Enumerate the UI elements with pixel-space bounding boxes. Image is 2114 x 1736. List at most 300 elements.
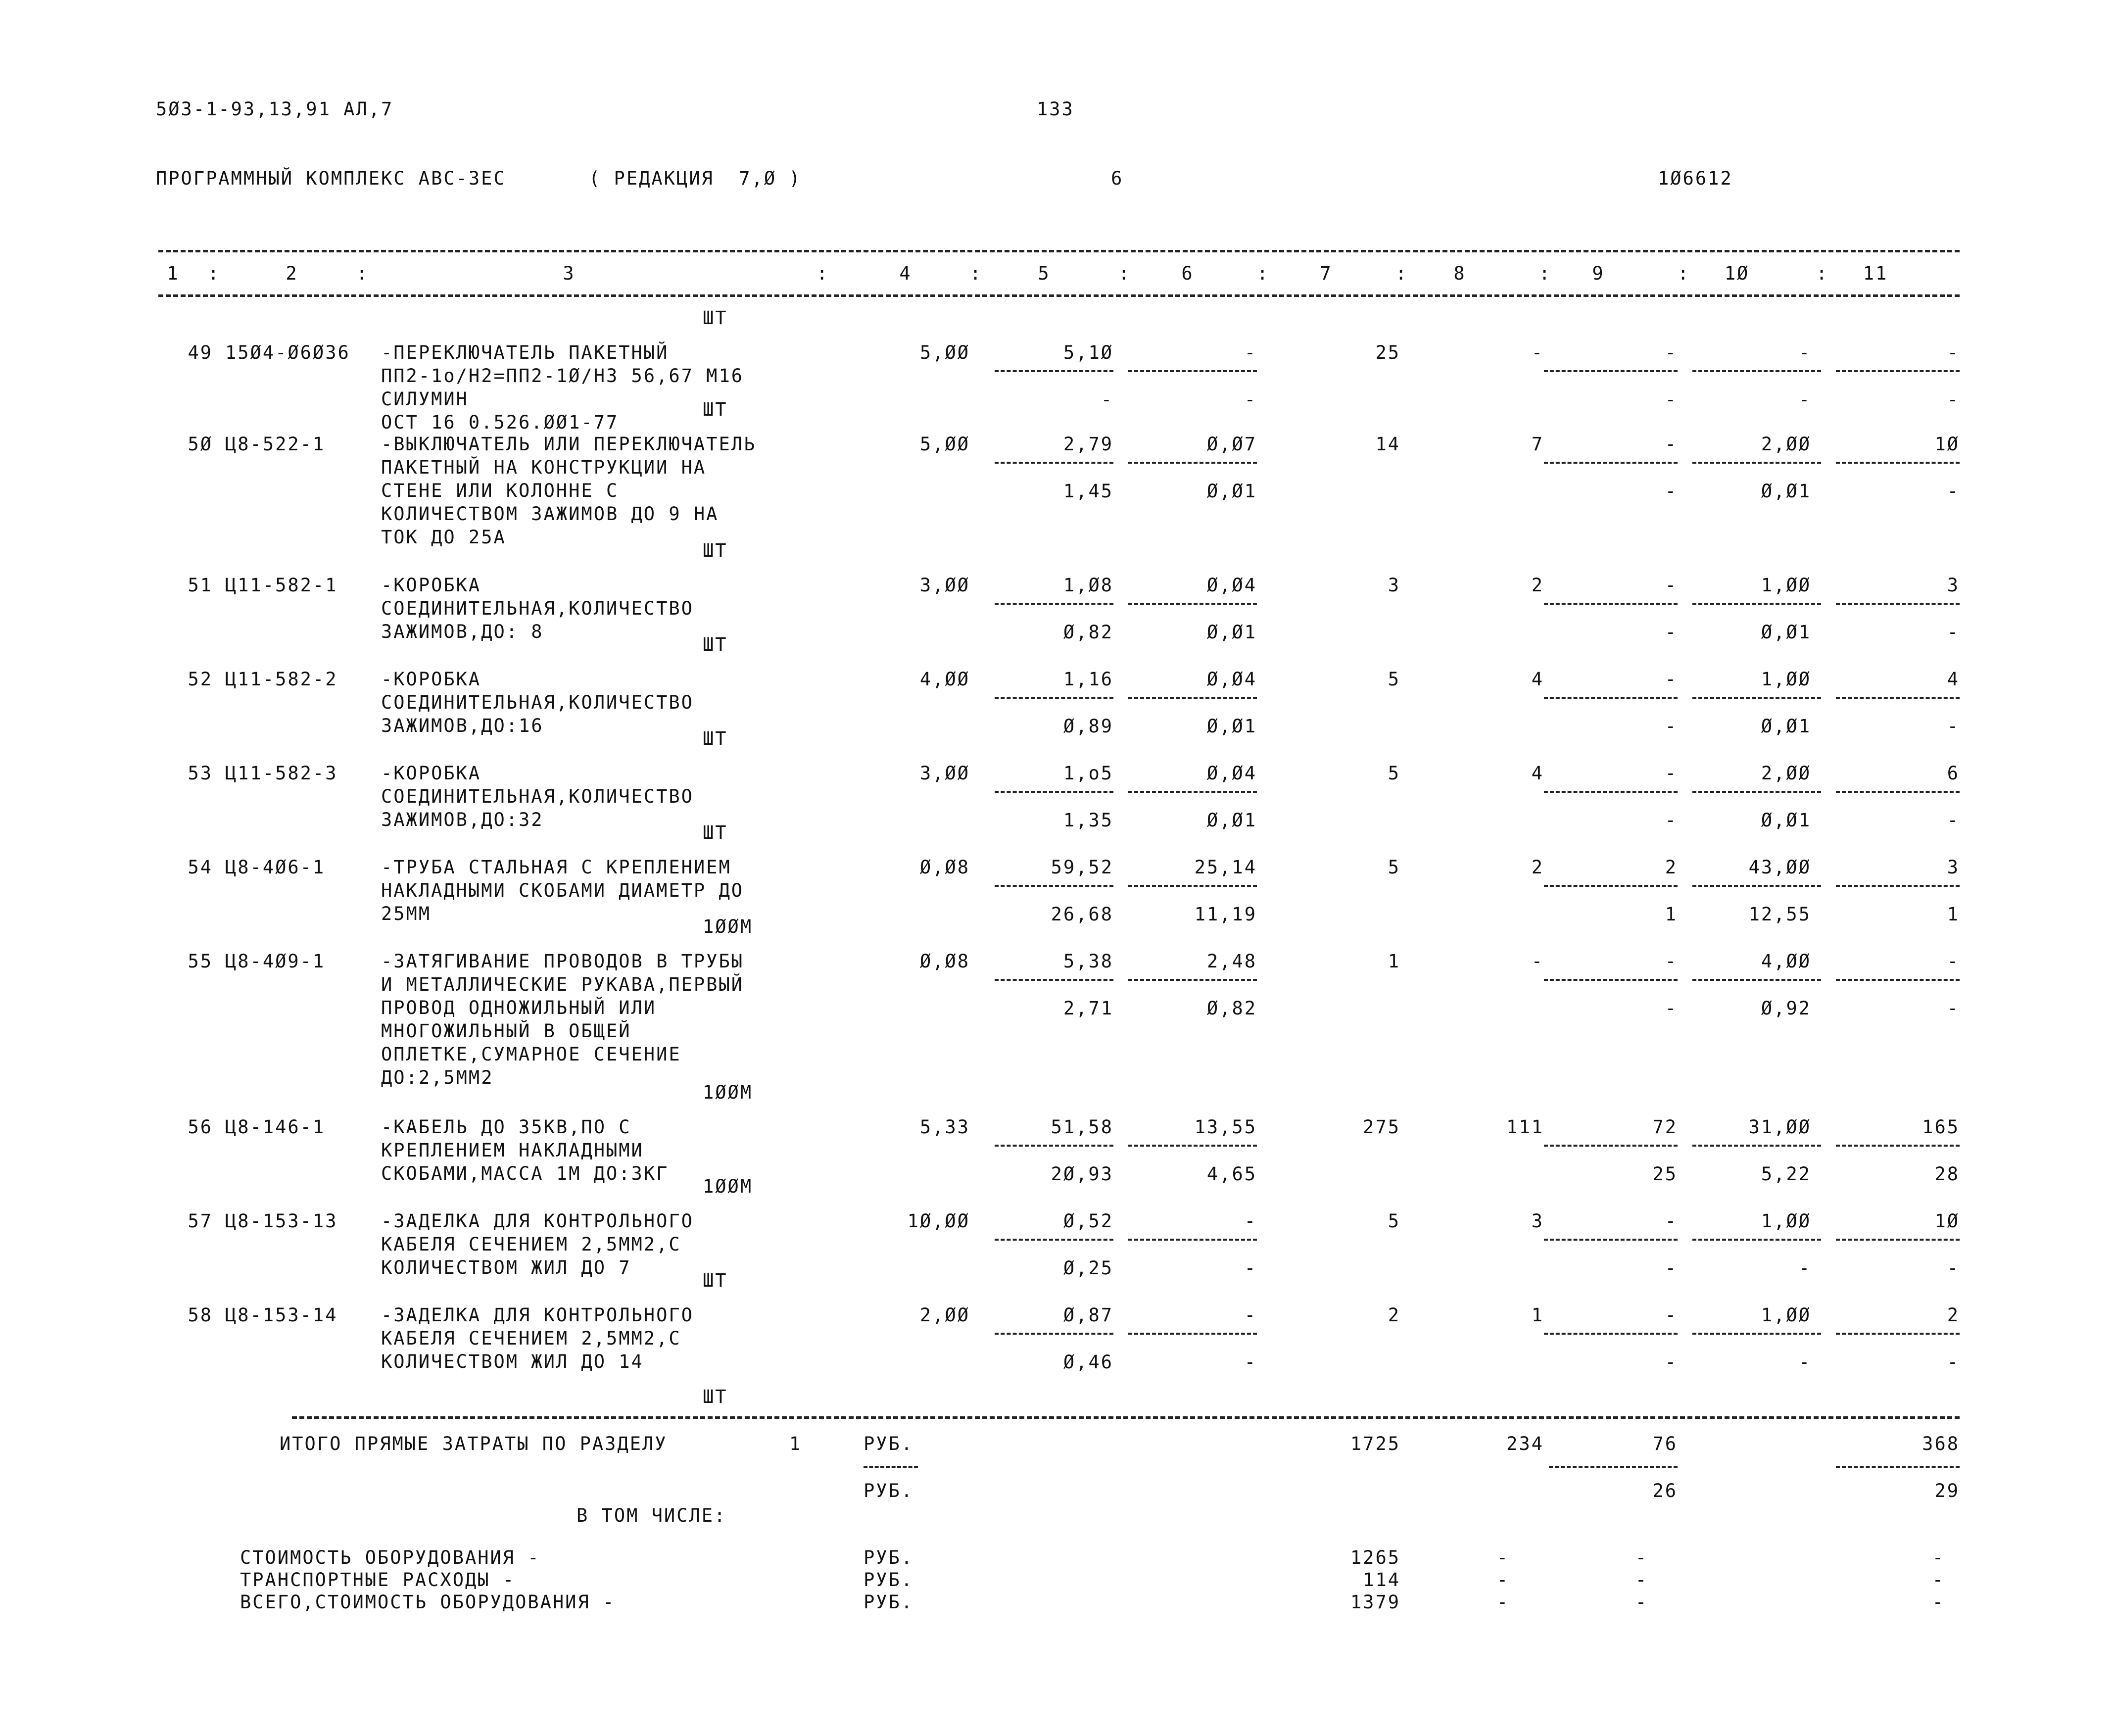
row-unit: ШТ [703, 1270, 728, 1291]
row-unit: 1ØØМ [703, 1176, 753, 1197]
column-header-6: 6 [1181, 263, 1194, 284]
row-quantity: 3,ØØ [919, 575, 970, 596]
row-col6: Ø,Ø4 [1206, 575, 1257, 596]
row-col9-b: - [1665, 1351, 1678, 1373]
row-number: 55 [188, 951, 213, 972]
row-col7: 2 [1388, 1304, 1400, 1326]
row-col6: 13,55 [1194, 1116, 1257, 1138]
row-col5-rule [995, 603, 1113, 605]
row-col5-rule [995, 1145, 1113, 1147]
row-col6: - [1244, 342, 1257, 363]
including-label: В ТОМ ЧИСЛЕ: [577, 1505, 727, 1526]
row-col5-b: Ø,82 [1063, 622, 1113, 643]
column-header-7: 7 [1320, 263, 1333, 284]
row-col11-rule [1836, 1239, 1960, 1241]
row-col6: Ø,Ø4 [1206, 669, 1257, 690]
row-col11: - [1947, 342, 1960, 363]
row-description-line: КОЛИЧЕСТВОМ ЖИЛ ДО 7 [381, 1257, 631, 1278]
row-description-line: СТЕНЕ ИЛИ КОЛОННЕ С [381, 480, 619, 501]
row-col9: - [1665, 763, 1678, 784]
row-description-line: -ЗАДЕЛКА ДЛЯ КОНТРОЛЬНОГО [381, 1210, 694, 1232]
row-col11: - [1947, 951, 1960, 972]
summary-col8: - [1496, 1547, 1509, 1568]
row-description-line: ОСТ 16 0.526.ØØ1-77 [381, 412, 619, 433]
column-separator: : [817, 263, 829, 284]
row-col5-b: 2Ø,93 [1051, 1163, 1113, 1185]
row-col5: 1,о5 [1063, 763, 1113, 784]
row-col5: 5,38 [1063, 951, 1113, 972]
row-description-line: ЗАЖИМОВ,ДО:16 [381, 715, 544, 736]
row-col11-rule [1836, 1333, 1960, 1335]
row-col11-rule [1836, 791, 1960, 793]
table-top-rule [158, 250, 1960, 252]
row-col8: 3 [1531, 1210, 1544, 1232]
row-col5-rule [995, 1239, 1113, 1241]
row-col10: 2,ØØ [1761, 434, 1811, 455]
column-separator: : [970, 263, 983, 284]
row-description-line: КРЕПЛЕНИЕМ НАКЛАДНЫМИ [381, 1140, 644, 1161]
row-col10-rule [1692, 1333, 1821, 1335]
row-rate-code: Ц8-146-1 [225, 1116, 326, 1138]
row-description-line: ПАКЕТНЫЙ НА КОНСТРУКЦИИ НА [381, 457, 707, 478]
row-col9-rule [1544, 697, 1678, 699]
row-col9: 2 [1665, 857, 1678, 878]
totals-section: 1 [789, 1433, 802, 1454]
row-col8: 1 [1531, 1304, 1544, 1326]
row-rate-code: Ц8-4Ø9-1 [225, 951, 326, 972]
row-col7: 5 [1388, 857, 1400, 878]
row-description-line: ТОК ДО 25А [381, 527, 506, 548]
row-col11-b: - [1947, 998, 1960, 1019]
row-description-line: СОЕДИНИТЕЛЬНАЯ,КОЛИЧЕСТВО [381, 692, 694, 713]
row-col10-b: - [1798, 389, 1811, 410]
totals-currency: РУБ. [864, 1433, 914, 1454]
totals-col9: 76 [1652, 1433, 1678, 1454]
summary-label: ВСЕГО,СТОИМОСТЬ ОБОРУДОВАНИЯ - [240, 1591, 616, 1613]
row-col11-b: - [1947, 716, 1960, 737]
row-col9-rule [1544, 979, 1678, 981]
row-col9-b: - [1665, 389, 1678, 410]
row-col9-b: - [1665, 998, 1678, 1019]
page-number: 133 [1037, 98, 1074, 120]
column-separator: : [1395, 263, 1408, 284]
estimate-code: 1Ø6612 [1658, 168, 1733, 189]
row-col11: 4 [1947, 669, 1960, 690]
row-number: 53 [188, 763, 213, 784]
row-col8: - [1531, 342, 1544, 363]
row-col8: 111 [1506, 1116, 1544, 1138]
row-col6-b: - [1244, 1257, 1257, 1279]
row-quantity: 3,ØØ [919, 763, 970, 784]
row-col5-rule [995, 697, 1113, 699]
row-unit: ШТ [703, 307, 728, 329]
row-col5-b: 1,45 [1063, 481, 1113, 502]
row-col8: 4 [1531, 669, 1544, 690]
row-col5: 51,58 [1051, 1116, 1113, 1138]
row-col6: - [1244, 1304, 1257, 1326]
row-rate-code: Ц8-4Ø6-1 [225, 857, 326, 878]
summary-col11: - [1932, 1569, 1945, 1591]
row-col11-b: - [1947, 389, 1960, 410]
column-separator: : [356, 263, 369, 284]
row-rate-code: Ц8-153-14 [225, 1304, 338, 1326]
row-description-line: ЗАЖИМОВ,ДО:32 [381, 809, 544, 830]
table-bottom-rule [292, 1416, 1960, 1419]
section-number: 6 [1111, 168, 1124, 189]
row-description-line: ДО:2,5ММ2 [381, 1067, 494, 1088]
summary-currency: РУБ. [864, 1591, 914, 1613]
row-col11-b: - [1947, 481, 1960, 502]
row-col10-rule [1692, 979, 1821, 981]
row-col11-rule [1836, 603, 1960, 605]
column-separator: : [1257, 263, 1270, 284]
row-col11-rule [1836, 462, 1960, 464]
summary-currency: РУБ. [864, 1547, 914, 1568]
row-col6-b: Ø,Ø1 [1206, 716, 1257, 737]
row-col11-rule [1836, 370, 1960, 372]
row-number: 58 [188, 1304, 213, 1326]
totals-currency-rule [864, 1466, 918, 1468]
row-col6-rule [1128, 1333, 1257, 1335]
row-number: 51 [188, 575, 213, 596]
summary-col8: - [1496, 1591, 1509, 1613]
row-col10: 1,ØØ [1761, 1210, 1811, 1232]
row-col6-rule [1128, 603, 1257, 605]
row-unit: ШТ [703, 634, 728, 655]
row-col11: 3 [1947, 575, 1960, 596]
row-quantity: Ø,Ø8 [919, 951, 970, 972]
row-col9-rule [1544, 791, 1678, 793]
row-col5: 1,16 [1063, 669, 1113, 690]
row-col5-b: 26,68 [1051, 904, 1113, 925]
column-header-2: 2 [286, 263, 298, 284]
program-edition: ( РЕДАКЦИЯ 7,Ø ) [589, 168, 802, 189]
row-quantity: 1Ø,ØØ [907, 1210, 970, 1232]
row-col6-b: Ø,Ø1 [1206, 810, 1257, 831]
table-header-rule [158, 294, 1960, 297]
row-col7: 1 [1388, 951, 1400, 972]
row-quantity: 5,ØØ [919, 434, 970, 455]
row-col10: 4,ØØ [1761, 951, 1811, 972]
row-col9: - [1665, 1304, 1678, 1326]
row-col7: 3 [1388, 575, 1400, 596]
row-col6-rule [1128, 370, 1257, 372]
row-number: 52 [188, 669, 213, 690]
row-description-line: СИЛУМИН [381, 388, 469, 410]
row-col10: 1,ØØ [1761, 669, 1811, 690]
summary-col7: 1265 [1350, 1547, 1400, 1568]
row-col9-b: - [1665, 810, 1678, 831]
row-quantity: 5,ØØ [919, 342, 970, 363]
row-description-line: ПП2-1о/Н2=ПП2-1Ø/Н3 56,67 М16 [381, 365, 744, 386]
program-name: ПРОГРАММНЫЙ КОМПЛЕКС АВС-3ЕС [156, 168, 506, 189]
row-col6-b: - [1244, 1351, 1257, 1373]
row-col9-b: - [1665, 622, 1678, 643]
row-rate-code: Ц8-522-1 [225, 434, 326, 455]
row-col5-b: Ø,46 [1063, 1351, 1113, 1373]
row-rate-code: 15Ø4-Ø6Ø36 [225, 342, 350, 363]
row-description-line: 25ММ [381, 903, 432, 924]
row-description-line: И МЕТАЛЛИЧЕСКИЕ РУКАВА,ПЕРВЫЙ [381, 974, 744, 995]
totals-currency-2: РУБ. [864, 1480, 914, 1501]
row-col11-rule [1836, 1145, 1960, 1147]
row-description-line: СОЕДИНИТЕЛЬНАЯ,КОЛИЧЕСТВО [381, 786, 694, 807]
row-col10-rule [1692, 1239, 1821, 1241]
row-number: 49 [188, 342, 213, 363]
row-col5: 1,Ø8 [1063, 575, 1113, 596]
row-col11: 2 [1947, 1304, 1960, 1326]
row-col9-rule [1544, 1239, 1678, 1241]
row-col9-b: - [1665, 1257, 1678, 1279]
row-col6-rule [1128, 697, 1257, 699]
row-col10: 31,ØØ [1748, 1116, 1811, 1138]
column-header-10: 1Ø [1724, 263, 1750, 284]
column-separator: : [1118, 263, 1131, 284]
row-col10-b: - [1798, 1351, 1811, 1373]
summary-col7: 114 [1363, 1569, 1400, 1591]
row-col10: 1,ØØ [1761, 575, 1811, 596]
row-col10-rule [1692, 885, 1821, 887]
row-col10-b: Ø,Ø1 [1761, 716, 1811, 737]
row-col9: - [1665, 434, 1678, 455]
row-description-line: СКОБАМИ,МАССА 1М ДО:3КГ [381, 1163, 669, 1184]
summary-currency: РУБ. [864, 1569, 914, 1591]
row-col9: - [1665, 1210, 1678, 1232]
totals-col8: 234 [1506, 1433, 1544, 1454]
row-number: 57 [188, 1210, 213, 1232]
summary-col9: - [1635, 1569, 1648, 1591]
row-col5-b: Ø,25 [1063, 1257, 1113, 1279]
row-quantity: 5,33 [919, 1116, 970, 1138]
row-col11-b: 1 [1947, 904, 1960, 925]
row-col11: 1Ø [1934, 434, 1960, 455]
row-col6-b: - [1244, 389, 1257, 410]
row-col11: 165 [1922, 1116, 1960, 1138]
row-col10-b: - [1798, 1257, 1811, 1279]
row-col6-b: Ø,Ø1 [1206, 481, 1257, 502]
row-col9-b: - [1665, 481, 1678, 502]
row-unit: 1ØØМ [703, 1082, 753, 1103]
row-col10: 43,ØØ [1748, 857, 1811, 878]
row-number: 5Ø [188, 434, 213, 455]
row-col5-b: 2,71 [1063, 998, 1113, 1019]
row-col7: 5 [1388, 1210, 1400, 1232]
row-col8: 2 [1531, 857, 1544, 878]
row-col11: 1Ø [1934, 1210, 1960, 1232]
row-col9-rule [1544, 1333, 1678, 1335]
totals-col11: 368 [1922, 1433, 1960, 1454]
row-col6-b: 11,19 [1194, 904, 1257, 925]
row-col9: - [1665, 951, 1678, 972]
row-unit: ШТ [703, 1386, 728, 1407]
row-col5-rule [995, 1333, 1113, 1335]
row-quantity: 4,ØØ [919, 669, 970, 690]
summary-col11: - [1932, 1547, 1945, 1568]
totals-col11-b: 29 [1934, 1480, 1960, 1501]
row-number: 54 [188, 857, 213, 878]
row-col7: 14 [1375, 434, 1400, 455]
column-header-9: 9 [1592, 263, 1605, 284]
row-col9: - [1665, 575, 1678, 596]
row-description-line: -КОРОБКА [381, 763, 481, 784]
row-col6-b: Ø,Ø1 [1206, 622, 1257, 643]
row-col6-rule [1128, 979, 1257, 981]
row-col11-b: - [1947, 1351, 1960, 1373]
row-col10-rule [1692, 697, 1821, 699]
row-unit: ШТ [703, 728, 728, 749]
summary-col7: 1379 [1350, 1591, 1400, 1613]
row-col7: 25 [1375, 342, 1400, 363]
row-unit: 1ØØМ [703, 916, 753, 937]
row-col6: 25,14 [1194, 857, 1257, 878]
row-description-line: ЗАЖИМОВ,ДО: 8 [381, 621, 544, 642]
row-col11: 3 [1947, 857, 1960, 878]
row-col5: Ø,87 [1063, 1304, 1113, 1326]
row-number: 56 [188, 1116, 213, 1138]
row-quantity: Ø,Ø8 [919, 857, 970, 878]
row-description-line: КОЛИЧЕСТВОМ ЖИЛ ДО 14 [381, 1351, 644, 1372]
row-description-line: -ПЕРЕКЛЮЧАТЕЛЬ ПАКЕТНЫЙ [381, 342, 669, 363]
row-col11-b: - [1947, 622, 1960, 643]
row-col11: 6 [1947, 763, 1960, 784]
row-col6-rule [1128, 462, 1257, 464]
row-col10: - [1798, 342, 1811, 363]
column-header-5: 5 [1038, 263, 1051, 284]
row-col9-rule [1544, 370, 1678, 372]
row-col9-rule [1544, 462, 1678, 464]
row-col6: 2,48 [1206, 951, 1257, 972]
row-description-line: -ТРУБА СТАЛЬНАЯ С КРЕПЛЕНИЕМ [381, 857, 731, 878]
row-col11-rule [1836, 697, 1960, 699]
row-col8: 7 [1531, 434, 1544, 455]
row-col10-b: Ø,Ø1 [1761, 481, 1811, 502]
row-description-line: ОПЛЕТКЕ,СУМАРНОЕ СЕЧЕНИЕ [381, 1044, 681, 1065]
column-header-3: 3 [563, 263, 576, 284]
row-col6-b: 4,65 [1206, 1163, 1257, 1185]
row-col11-rule [1836, 885, 1960, 887]
summary-label: ТРАНСПОРТНЫЕ РАСХОДЫ - [240, 1569, 516, 1591]
summary-col8: - [1496, 1569, 1509, 1591]
column-separator: : [208, 263, 221, 284]
summary-label: СТОИМОСТЬ ОБОРУДОВАНИЯ - [240, 1547, 540, 1568]
row-col9-b: - [1665, 716, 1678, 737]
totals-col9-b: 26 [1652, 1480, 1678, 1501]
row-description-line: МНОГОЖИЛЬНЫЙ В ОБЩЕЙ [381, 1020, 631, 1042]
row-description-line: -КОРОБКА [381, 575, 481, 596]
row-col11-b: 28 [1934, 1163, 1960, 1185]
row-description-line: -ЗАДЕЛКА ДЛЯ КОНТРОЛЬНОГО [381, 1304, 694, 1326]
totals-col7: 1725 [1350, 1433, 1400, 1454]
row-col5: 59,52 [1051, 857, 1113, 878]
row-col5-rule [995, 885, 1113, 887]
row-col6-rule [1128, 791, 1257, 793]
row-col10: 2,ØØ [1761, 763, 1811, 784]
row-col10-b: 5,22 [1761, 1163, 1811, 1185]
summary-col9: - [1635, 1591, 1648, 1613]
row-col6: Ø,Ø4 [1206, 763, 1257, 784]
row-description-line: -КОРОБКА [381, 669, 481, 690]
row-col6-b: Ø,82 [1206, 998, 1257, 1019]
row-rate-code: Ц11-582-3 [225, 763, 338, 784]
row-col9: - [1665, 342, 1678, 363]
totals-col9-rule [1549, 1466, 1678, 1468]
row-description-line: -ЗАТЯГИВАНИЕ ПРОВОДОВ В ТРУБЫ [381, 951, 744, 972]
row-col11-b: - [1947, 1257, 1960, 1279]
row-col7: 5 [1388, 669, 1400, 690]
row-col9-rule [1544, 603, 1678, 605]
column-separator: : [1678, 263, 1690, 284]
row-col9-rule [1544, 1145, 1678, 1147]
row-col10-b: Ø,Ø1 [1761, 622, 1811, 643]
row-rate-code: Ц11-582-2 [225, 669, 338, 690]
row-col11-b: - [1947, 810, 1960, 831]
row-col9-rule [1544, 885, 1678, 887]
row-rate-code: Ц11-582-1 [225, 575, 338, 596]
row-unit: ШТ [703, 540, 728, 561]
column-header-1: 1 [167, 263, 180, 284]
row-col9: 72 [1652, 1116, 1678, 1138]
row-description-line: КАБЕЛЯ СЕЧЕНИЕМ 2,5ММ2,С [381, 1234, 681, 1255]
row-col10-b: 12,55 [1748, 904, 1811, 925]
row-description-line: КАБЕЛЯ СЕЧЕНИЕМ 2,5ММ2,С [381, 1328, 681, 1349]
row-col10-rule [1692, 1145, 1821, 1147]
column-separator: : [1539, 263, 1552, 284]
row-unit: ШТ [703, 822, 728, 843]
row-col9: - [1665, 669, 1678, 690]
summary-col9: - [1635, 1547, 1648, 1568]
row-col10-rule [1692, 791, 1821, 793]
summary-col11: - [1932, 1591, 1945, 1613]
totals-col11-rule [1836, 1466, 1960, 1468]
row-col10-b: Ø,92 [1761, 998, 1811, 1019]
row-col5-b: Ø,89 [1063, 716, 1113, 737]
row-col5: Ø,52 [1063, 1210, 1113, 1232]
totals-label: ИТОГО ПРЯМЫЕ ЗАТРАТЫ ПО РАЗДЕЛУ [280, 1433, 668, 1454]
row-col7: 5 [1388, 763, 1400, 784]
row-unit: ШТ [703, 399, 728, 420]
row-col10-b: Ø,Ø1 [1761, 810, 1811, 831]
row-col8: 2 [1531, 575, 1544, 596]
row-col8: - [1531, 951, 1544, 972]
row-col5-rule [995, 462, 1113, 464]
row-col5: 5,1Ø [1063, 342, 1113, 363]
row-description-line: -ВЫКЛЮЧАТЕЛЬ ИЛИ ПЕРЕКЛЮЧАТЕЛЬ [381, 434, 757, 455]
column-header-8: 8 [1453, 263, 1466, 284]
row-col10-rule [1692, 603, 1821, 605]
row-col7: 275 [1363, 1116, 1400, 1138]
row-col8: 4 [1531, 763, 1544, 784]
row-col9-b: 25 [1652, 1163, 1678, 1185]
column-header-4: 4 [899, 263, 912, 284]
row-col5-b: 1,35 [1063, 810, 1113, 831]
row-col6: - [1244, 1210, 1257, 1232]
row-col5-b: - [1101, 389, 1113, 410]
document-code: 5Ø3-1-93,13,91 АЛ,7 [156, 98, 394, 120]
row-col6-rule [1128, 1239, 1257, 1241]
row-col11-rule [1836, 979, 1960, 981]
row-col6-rule [1128, 885, 1257, 887]
row-col6-rule [1128, 1145, 1257, 1147]
row-rate-code: Ц8-153-13 [225, 1210, 338, 1232]
row-col5-rule [995, 791, 1113, 793]
column-separator: : [1816, 263, 1829, 284]
row-col5-rule [995, 979, 1113, 981]
row-description-line: -КАБЕЛЬ ДО 35КВ,ПО С [381, 1116, 631, 1138]
row-description-line: НАКЛАДНЫМИ СКОБАМИ ДИАМЕТР ДО [381, 880, 744, 901]
row-col6: Ø,Ø7 [1206, 434, 1257, 455]
row-description-line: СОЕДИНИТЕЛЬНАЯ,КОЛИЧЕСТВО [381, 598, 694, 619]
row-description-line: КОЛИЧЕСТВОМ ЗАЖИМОВ ДО 9 НА [381, 503, 719, 525]
